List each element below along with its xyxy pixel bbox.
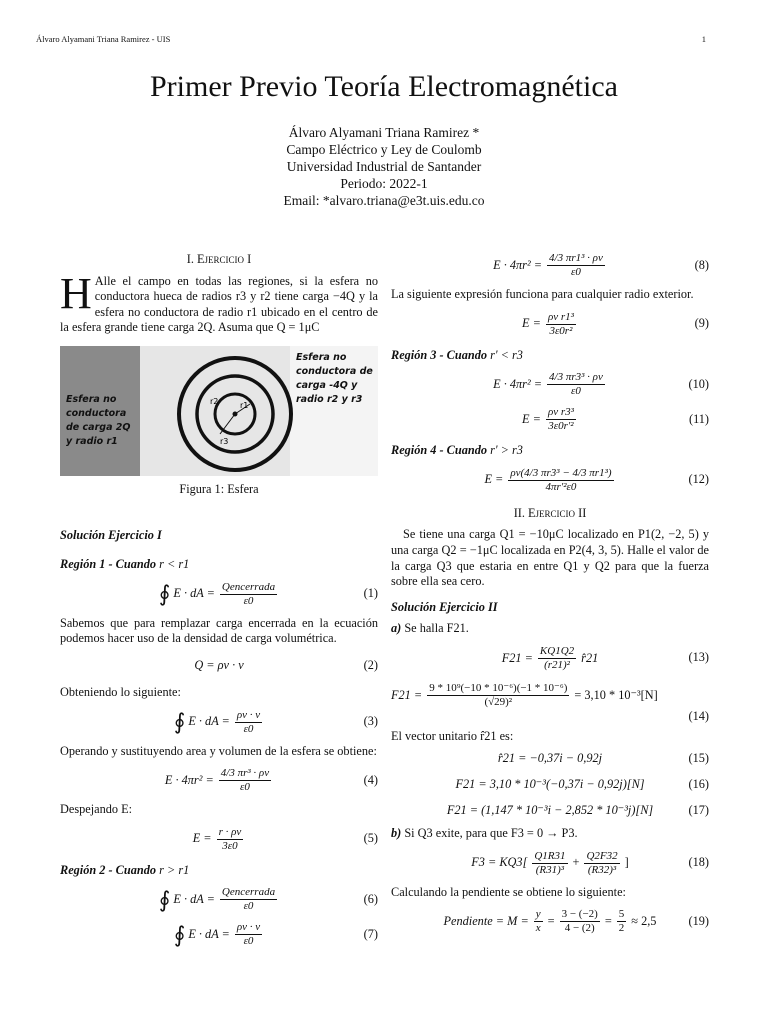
region-2-heading: Región 2 - Cuando r > r1 [60, 862, 190, 877]
unit-vector-text: El vector unitario r̂21 es: [391, 728, 514, 743]
svg-text:r2: r2 [210, 396, 219, 406]
region-1-heading: Región 1 - Cuando r < r1 [60, 557, 190, 572]
region-3-heading: Región 3 - Cuando r' < r3 [391, 347, 523, 362]
equation-7: ∮ E · dA = $\frac{\rho v \cdot v}{\varepsilon 0}$ (7) [173, 921, 378, 948]
equation-5: E = $\frac{r \cdot \rho v}{3\varepsilon 0}$ (5) [192, 825, 378, 852]
equation-6: ∮ E · dA = $\frac{\text{Qencerrada}}{\varepsilon 0}$ (6) [158, 886, 378, 913]
equation-14: F21 = $\frac{\text{9 * 10⁹(−10 * 10⁻⁶)(−1 * 10⁻⁶)}}{\text{(√29)²}}$ = 3,10 * 10⁻³[N] (14) [391, 681, 709, 723]
figure-label-right-1: Esfera no [296, 351, 347, 363]
svg-text:r3: r3 [220, 436, 229, 446]
right-column [391, 252, 709, 943]
equation-4: E · 4πr² = $\frac{\text{4/3 πr³ · ρv}}{\varepsilon 0}$ (4) [164, 767, 378, 794]
equation-3: ∮ E · dA = $\frac{\rho v \cdot v}{\varepsilon 0}$ (3) [173, 708, 378, 735]
equation-10: E · 4πr² = $\frac{\text{4/3 πr3³ · ρv}}{\varepsilon 0}$ (10) [493, 371, 709, 398]
page-number: 1 [701, 34, 706, 44]
equation-16: F21 = 3,10 * 10⁻³(−0,37i − 0,92j)[N] (16) [455, 777, 709, 792]
figure-label-left-3: de carga 2Q [66, 421, 131, 433]
figure-label-right-4: radio r2 y r3 [296, 393, 363, 405]
solving-text: Despejando E: [60, 802, 133, 817]
any-radius-text: La siguiente expresión funciona para cualquier radio exterior. [391, 287, 694, 301]
left-column [60, 252, 378, 956]
equation-1: ∮ E · dA = $\frac{\text{Qencerrada}}{\varepsilon 0}$ (1) [158, 580, 378, 607]
operating-text: Operando y sustituyendo area y volumen de la esfera se obtiene: [60, 743, 377, 758]
slope-text: Calculando la pendiente se obtiene lo siguiente: [391, 884, 626, 899]
equation-19: Pendiente = M = $\frac{y}{x}$ = $\frac{3 - (-2)}{4 - (2)}$ = $\frac{5}{2}$ ≈ 2,5 (19) [443, 908, 709, 935]
section-heading-1: I. Ejercicio I [186, 252, 252, 266]
section-heading-2: II. Ejercicio II [513, 505, 587, 520]
figure-label-right-2: conductora de [296, 365, 373, 377]
author-name: Álvaro Alyamani Triana Ramirez * [288, 125, 480, 140]
drop-cap: H [60, 268, 92, 318]
obtaining-text: Obteniendo lo siguiente: [60, 684, 181, 699]
paper-title: Primer Previo Teoría Electromagnética [149, 70, 618, 103]
region-4-heading: Región 4 - Cuando r' > r3 [391, 443, 523, 458]
running-header: Álvaro Alyamani Triana Ramirez - UIS [36, 34, 171, 44]
equation-15: r̂21 = −0,37i − 0,92j (15) [497, 751, 709, 766]
part-a: a) Se halla F21. [391, 621, 469, 636]
figure-label-left-2: conductora [66, 407, 127, 419]
author-block [0, 124, 768, 209]
svg-text:r1: r1 [240, 400, 249, 410]
author-topic: Campo Eléctrico y Ley de Coulomb [286, 142, 482, 157]
equation-13: F21 = $\frac{KQ1Q2}{\text{(r21)²}}$ r̂21 (13) [501, 644, 709, 671]
author-affiliation: Universidad Industrial de Santander [286, 159, 482, 174]
equation-8: E · 4πr² = $\frac{\text{4/3 πr1³ · ρv}}{\varepsilon 0}$ (8) [493, 252, 709, 278]
equation-11: E = $\frac{\text{ρv r3³}}{\text{3ε0r'²}}$ (11) [522, 406, 709, 433]
solution-heading-1: Solución Ejercicio I [60, 527, 162, 542]
equation-18: F3 = KQ3[ $\frac{Q1R31}{\text{(R31)³}}$ + $\frac{Q2F32}{\text{(R32)³}}$ ] (18) [471, 849, 709, 876]
figure-label-left-4: y radio r1 [66, 435, 118, 447]
equation-12: E = $\frac{\text{ρv(4/3 πr3³ − 4/3 πr1³)}}{\text{4πr'²ε0}}$ (12) [484, 466, 709, 493]
figure-label-left-1: Esfera no [66, 393, 117, 405]
figure-sphere [60, 346, 378, 476]
figure-label-right-3: carga -4Q y [296, 379, 358, 391]
part-b: b) Si Q3 exite, para que F3 = 0 → P3. [391, 826, 578, 841]
author-email: Email: *alvaro.triana@e3t.uis.edu.co [283, 193, 485, 208]
figure-caption: Figura 1: Esfera [179, 481, 259, 496]
charge-density-text: Sabemos que para remplazar carga encerrada en la ecuación podemos hacer uso de la densidad de carga volumétrica. [60, 615, 378, 646]
sphere-diagram [60, 346, 378, 476]
equation-2: Q = ρv · v (2) [194, 658, 378, 673]
equation-9: E = $\frac{\text{ρv r1³}}{\text{3ε0r²}}$ (9) [522, 310, 709, 337]
author-period: Periodo: 2022-1 [340, 176, 428, 191]
solution-heading-2: Solución Ejercicio II [391, 599, 498, 614]
exercise-2-statement: Se tiene una carga Q1 = −10μC localizado en P1(2, −2, 5) y una carga Q2 = −1μC localizada en P2(4, 3, 5). Halle el valor de la carga Q3 que estaria en entre Q1 y Q2 para que la fuerza sobre ella sea cero. [391, 527, 709, 589]
equation-17: F21 = (1,147 * 10⁻³i − 2,852 * 10⁻³j)[N] (17) [446, 803, 709, 818]
intro-paragraph: H Alle el campo en todas las regiones, si la esfera no conductora hueca de radios r3 y r2 tiene carga −4Q y la esfera no conductora de radio r1 ubicado en el centro de la esfera grande tiene carga 2Q. Asuma que Q = 1μC [60, 268, 378, 335]
